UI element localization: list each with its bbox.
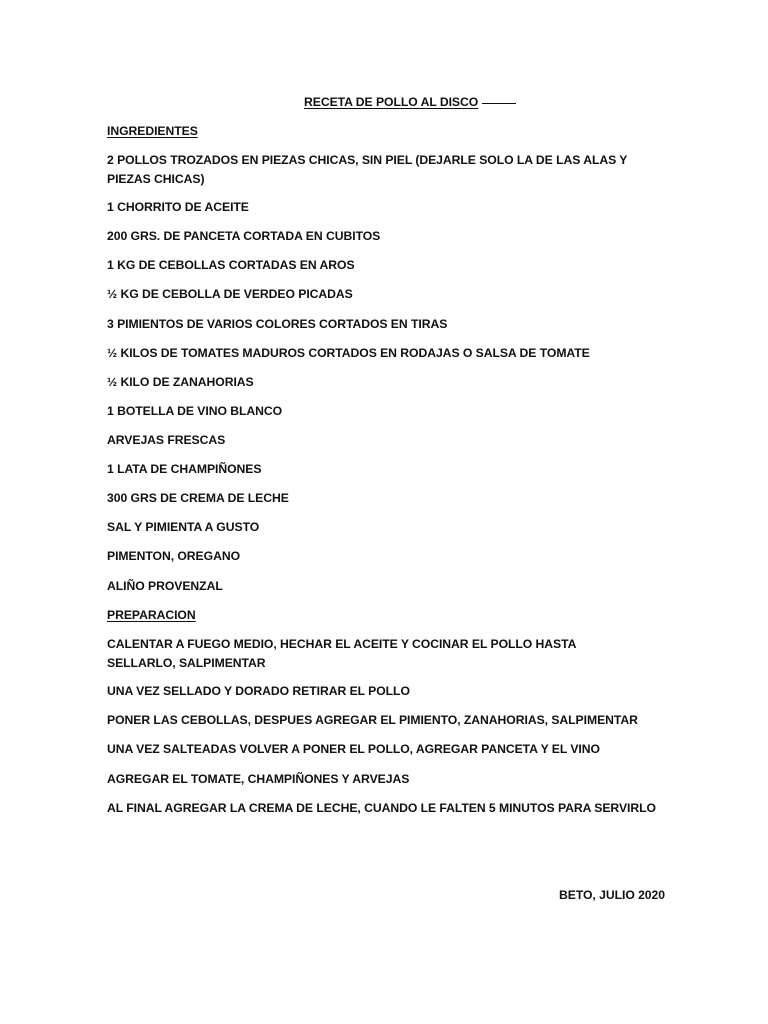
preparation-step: UNA VEZ SELLADO Y DORADO RETIRAR EL POLLO [107, 684, 410, 698]
ingredient-item: 1 LATA DE CHAMPIÑONES [107, 462, 262, 476]
preparation-heading: PREPARACION [107, 608, 196, 622]
ingredient-item: SAL Y PIMIENTA A GUSTO [107, 520, 260, 534]
ingredient-item: 3 PIMIENTOS DE VARIOS COLORES CORTADOS EN TIRAS [107, 317, 448, 331]
recipe-title [304, 93, 516, 112]
ingredient-item: 1 BOTELLA DE VINO BLANCO [107, 404, 283, 418]
preparation-step: AL FINAL AGREGAR LA CREMA DE LECHE, CUANDO LE FALTEN 5 MINUTOS PARA SERVIRLO [107, 801, 656, 815]
preparation-step: CALENTAR A FUEGO MEDIO, HECHAR EL ACEITE Y COCINAR EL POLLO HASTA SELLARLO, SALPIMENTAR [107, 637, 576, 670]
ingredient-item: ½ KILO DE ZANAHORIAS [107, 375, 254, 389]
ingredient-item: 1 CHORRITO DE ACEITE [107, 200, 249, 214]
ingredient-item: PIMENTON, OREGANO [107, 549, 240, 563]
recipe-title-text: RECETA DE POLLO AL DISCO [304, 95, 479, 109]
ingredient-item: ½ KG DE CEBOLLA DE VERDEO PICADAS [107, 287, 353, 301]
ingredient-item: 200 GRS. DE PANCETA CORTADA EN CUBITOS [107, 229, 381, 243]
ingredient-item: ALIÑO PROVENZAL [107, 579, 223, 593]
ingredient-item: 2 POLLOS TROZADOS EN PIEZAS CHICAS, SIN PIEL (DEJARLE SOLO LA DE LAS ALAS Y PIEZAS CHICAS) [107, 153, 628, 186]
title-underline-extension [482, 102, 516, 104]
signature-date: BETO, JULIO 2020 [559, 888, 665, 902]
ingredient-item: 1 KG DE CEBOLLAS CORTADAS EN AROS [107, 258, 355, 272]
ingredient-item: ½ KILOS DE TOMATES MADUROS CORTADOS EN RODAJAS O SALSA DE TOMATE [107, 346, 590, 360]
preparation-step: PONER LAS CEBOLLAS, DESPUES AGREGAR EL PIMIENTO, ZANAHORIAS, SALPIMENTAR [107, 713, 638, 727]
ingredient-item: 300 GRS DE CREMA DE LECHE [107, 491, 289, 505]
ingredients-heading: INGREDIENTES [107, 124, 198, 138]
preparation-step: AGREGAR EL TOMATE, CHAMPIÑONES Y ARVEJAS [107, 772, 410, 786]
ingredient-item: ARVEJAS FRESCAS [107, 433, 226, 447]
preparation-step: UNA VEZ SALTEADAS VOLVER A PONER EL POLLO, AGREGAR PANCETA Y EL VINO [107, 742, 600, 756]
